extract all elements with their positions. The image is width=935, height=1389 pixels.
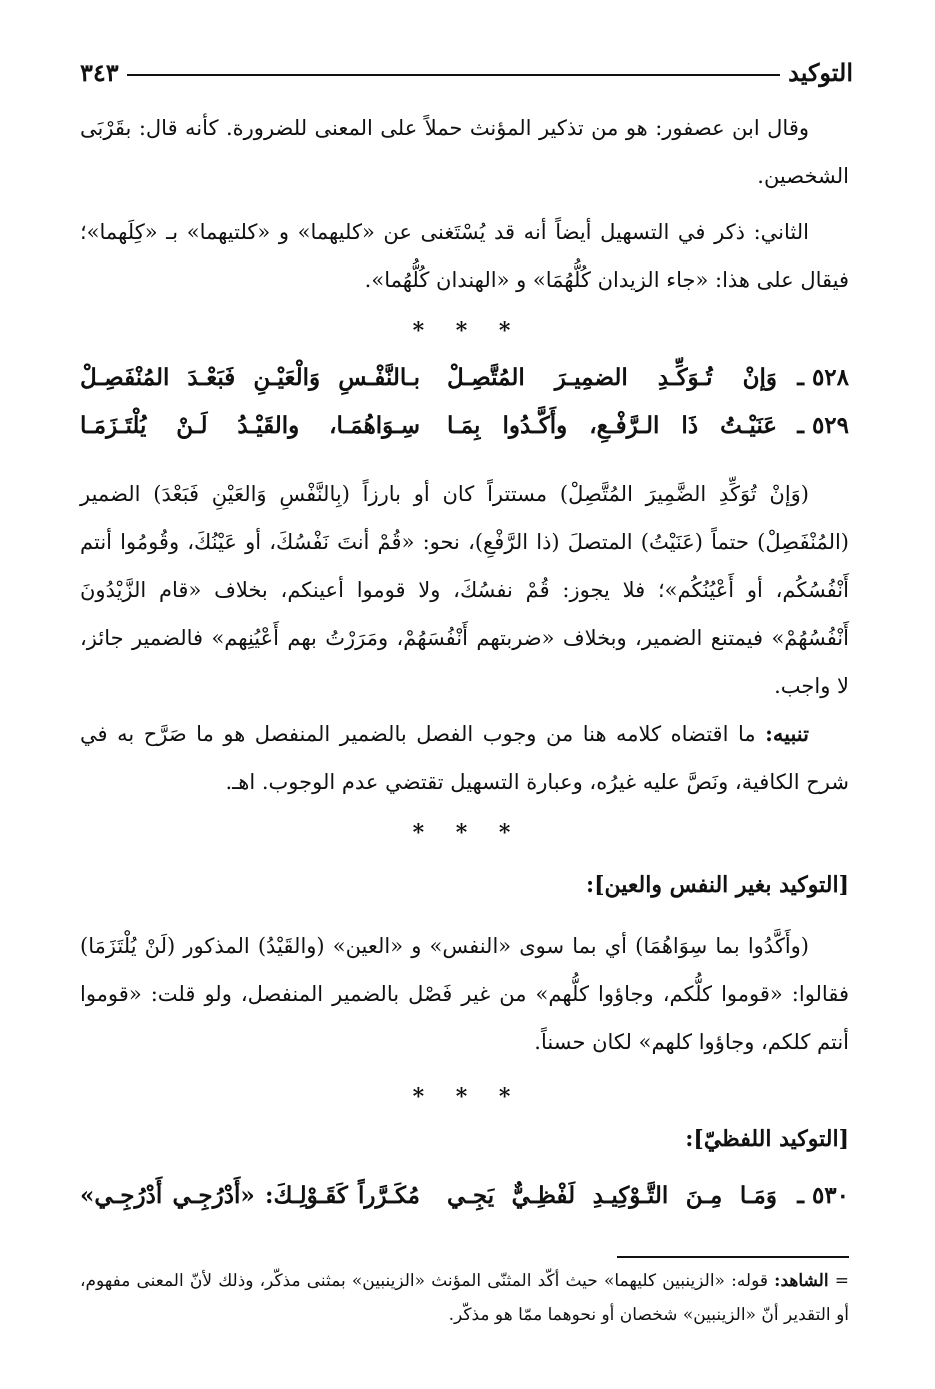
commentary-paragraph (80, 470, 849, 710)
footnote-marker: = (834, 1271, 849, 1291)
verse-528 (80, 364, 849, 410)
paragraph-ibn-usfur (80, 104, 849, 200)
footnote-rule (617, 1256, 849, 1258)
paragraph-text: ما اقتضاه كلامه هنا من وجوب الفصل بالضمير المنفصل هو ما صَرَّح به في شرح الكافية، ونَصَّ عليه غيرُه، وعبارة التسهيل تقتضي عدم الوجوب. اهـ. (80, 722, 849, 794)
section-heading: [التوكيد اللفظيّ]: (685, 1126, 849, 1152)
paragraph-other-emphasis (80, 922, 849, 1066)
section-separator: * * * (412, 318, 523, 344)
verse-number: ٥٣٠ ـ (797, 1182, 849, 1209)
verse-number: ٥٢٩ ـ (797, 412, 849, 439)
verse-first-hemistich: وَمَـا مِـنَ التَّـوْكِيـدِ لَفْظِـيٌّ يَجِـي (447, 1182, 777, 1209)
paragraph-text: (وأَكَّدُوا بما سِوَاهُمَا) أي بما سوى «النفس» و «العين» (والقَيْدُ) المذكور (لَنْ يُلْتَزَمَا) فقالوا: «قوموا كلُّكم، وجاؤوا كلُّهم» من غير فَصْل بالضمير المنفصل، ولو قلت: «قوموا أنتم كلكم، وجاؤوا كلهم» لكان حسناً. (80, 934, 849, 1054)
footnote-text: قوله: «الزينبين كليهما» حيث أكّد المثنّى المؤنث «الزينبين» بمثنى مذكّر، وذلك لأنّ المعنى مفهوم، أو التقدير أنّ «الزينبين» شخصان أو نحوهما ممّا هو مذكّر. (80, 1271, 849, 1325)
section-separator: * * * (412, 1084, 523, 1110)
chapter-title: التوكيد (788, 57, 853, 87)
verse-530 (80, 1182, 849, 1228)
running-header (80, 52, 853, 92)
paragraph-text: الثاني: ذكر في التسهيل أيضاً أنه قد يُسْتَغنى عن «كليهما» و «كلتيهما» بـ «كِلَهما»؛ فيقال على هذا: «جاء الزيدان كُلُّهُمَا» و «الهندان كُلُّهُما». (80, 220, 849, 292)
verse-first-hemistich: وَإنْ تُـوَكِّـدِ الضمِيـرَ المُتَّصِـلْ (447, 364, 777, 391)
verse-529 (80, 412, 849, 458)
note-label: تنبيه: (765, 721, 809, 746)
footnote (80, 1264, 849, 1332)
verse-second-hemistich: بـالنَّفْـسِ وَالْعَيْـنِ فَبَعْـدَ المُنْفَصِـلْ (80, 364, 420, 391)
note-paragraph (80, 710, 849, 806)
verse-number: ٥٢٨ ـ (797, 364, 849, 391)
paragraph-text: وقال ابن عصفور: هو من تذكير المؤنث حملاً على المعنى للضرورة. كأنه قال: بقَرْبَى الشخصين. (80, 116, 849, 188)
section-heading: [التوكيد بغير النفس والعين]: (586, 872, 849, 898)
paragraph-text: (وَإنْ تُوَكِّدِ الضَّمِيرَ المُتَّصِلْ) مستتراً كان أو بارزاً (بِالنَّفْسِ وَالعَيْنِ فَبَعْدَ) الضمير (المُنْفَصِلْ) حتماً (عَنَيْتُ) المتصلَ (ذا الرَّفْعِ)، نحو: «قُمْ أنتَ نَفْسُكَ، أو عَيْنُكَ، وقُومُوا أنتم أَنْفُسُكُم، أو أَعْيُنُكُم»؛ فلا يجوز: قُمْ نفسُكَ، ولا قوموا أعينكم، بخلاف «قام الزَّيْدُونَ أَنْفُسُهُمْ» فيمتنع الضمير، وبخلاف «ضربتهم أَنْفُسَهُمْ، ومَرَرْتُ بهم أَعْيُنِهم» فالضمير جائز، لا واجب. (80, 482, 849, 698)
section-separator: * * * (412, 820, 523, 846)
footnote-label: الشاهد: (774, 1271, 829, 1291)
verse-second-hemistich: مُكَـرَّراً كَقَـوْلِـكَ: «أَدْرُجِـي أَدْرُجِـي» (80, 1182, 420, 1209)
header-rule (127, 74, 780, 76)
verse-second-hemistich: سِـوَاهُمَـا، والقَيْـدُ لَـنْ يُلْتَـزَمَـا (80, 412, 420, 439)
paragraph-second (80, 208, 849, 304)
page-number: ٣٤٣ (80, 57, 119, 87)
verse-first-hemistich: عَنَيْـتُ ذَا الـرَّفْـعِ، وأَكَّـدُوا بِمَـا (447, 412, 777, 439)
